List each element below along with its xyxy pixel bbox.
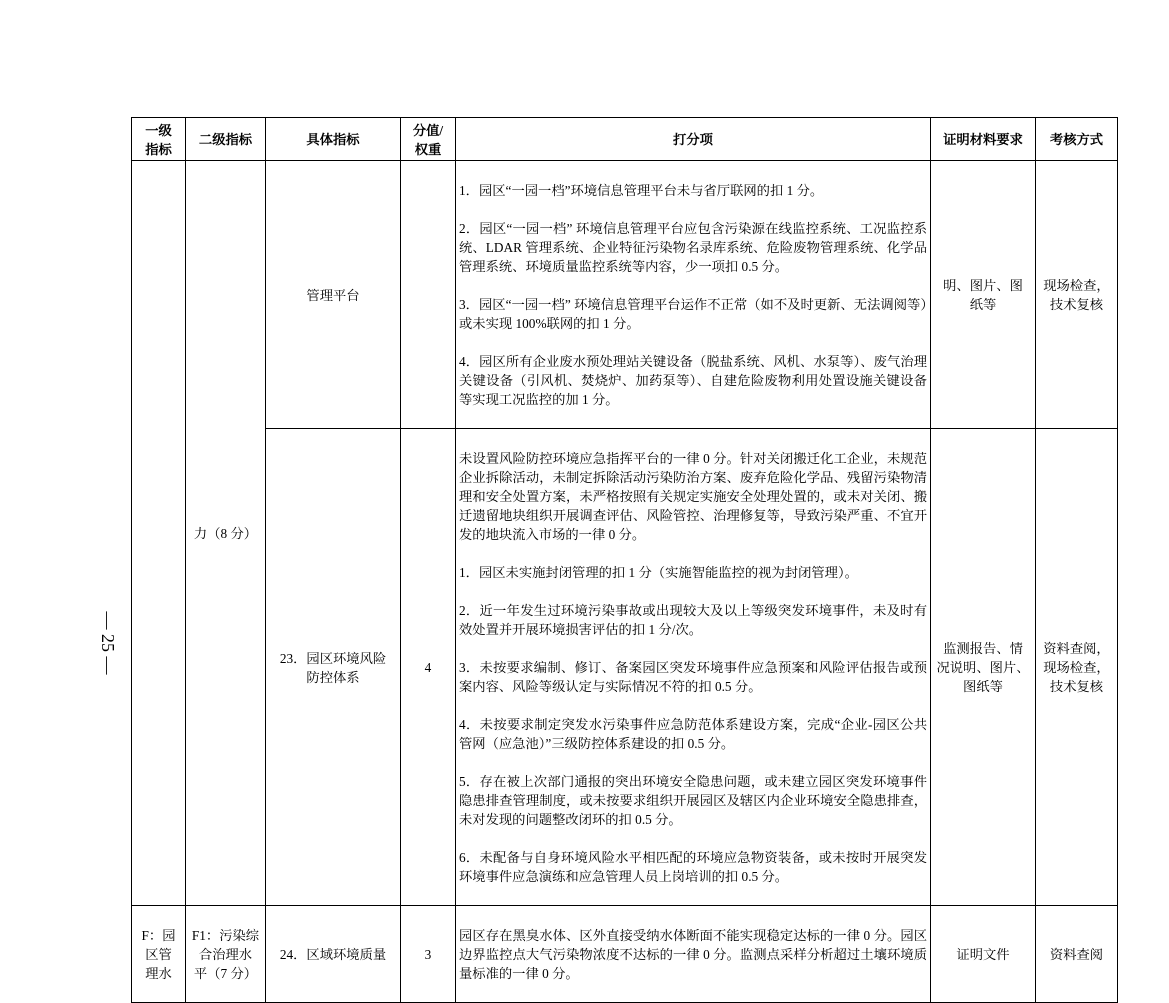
- header-evidence-requirements: 证明材料要求: [931, 118, 1036, 161]
- scoring-item: 3．未按要求编制、修订、备案园区突发环境事件应急预案和风险评估报告或预案内容、风险等级认定与实际情况不符的扣 0.5 分。: [459, 660, 927, 694]
- scoring-items-cell: [456, 429, 931, 906]
- specific-indicator-cell: 管理平台: [266, 161, 401, 429]
- score-cell: 3: [401, 906, 456, 1003]
- page-number: — 25 —: [98, 611, 118, 675]
- table-body: [132, 161, 1118, 1003]
- scoring-item: 5．存在被上次部门通报的突出环境安全隐患问题，或未建立园区突发环境事件隐患排查管理制度，或未按要求组织开展园区及辖区内企业环境安全隐患排查，未对发现的问题整改闭环的扣 0.5 分。: [459, 774, 927, 827]
- table-row: [132, 161, 1118, 429]
- scoring-item: 1．园区未实施封闭管理的扣 1 分（实施智能监控的视为封闭管理）。: [459, 565, 858, 580]
- scoring-item: 4．园区所有企业废水预处理站关键设备（脱盐系统、风机、水泵等）、废气治理关键设备（引风机、焚烧炉、加药泵等）、自建危险废物利用处置设施关键设备等实现工况监控的加 1 分。: [459, 354, 927, 407]
- assessment-method-cell: 资料查阅: [1036, 906, 1118, 1003]
- specific-indicator-cell: 23．园区环境风险 防控体系: [266, 429, 401, 906]
- assessment-method-cell: 资料查阅， 现场检查， 技术复核: [1036, 429, 1118, 906]
- evidence-cell: 证明文件: [931, 906, 1036, 1003]
- scoring-item: 2．近一年发生过环境污染事故或出现较大及以上等级突发环境事件，未及时有效处置并开展环境损害评估的扣 1 分/次。: [459, 603, 927, 637]
- header-score-weight: 分值/ 权重: [401, 118, 456, 161]
- level2-indicator-cell: F1：污染综 合治理水 平（7 分）: [186, 906, 266, 1003]
- specific-indicator-cell: 24．区域环境质量: [266, 906, 401, 1003]
- header-level1-indicator: 一级 指标: [132, 118, 186, 161]
- scoring-item: 1．园区“一园一档”环境信息管理平台未与省厅联网的扣 1 分。: [459, 183, 824, 198]
- scoring-items-cell: [456, 161, 931, 429]
- scoring-item: 未设置风险防控环境应急指挥平台的一律 0 分。针对关闭搬迁化工企业，未规范企业拆除活动，未制定拆除活动污染防治方案、废弃危险化学品、残留污染物清理和安全处置方案，未严格按照有关规定实施安全处理处置的，或未对关闭、搬迁遗留地块组织开展调查评估、风险管控、治理修复等，导致污染严重、不宜开发的地块流入市场的一律 0 分。: [459, 451, 927, 542]
- scoring-item: 园区存在黑臭水体、区外直接受纳水体断面不能实现稳定达标的一律 0 分。园区边界监控点大气污染物浓度不达标的一律 0 分。监测点采样分析超过土壤环境质量标准的一律 0 分。: [459, 928, 927, 981]
- indicator-table: [131, 117, 1118, 1003]
- scoring-item: 2．园区“一园一档” 环境信息管理平台应包含污染源在线监控系统、工况监控系统、LDAR 管理系统、企业特征污染物名录库系统、危险废物管理系统、化学品管理系统、环境质量监控系统等内容，少一项扣 0.5 分。: [459, 221, 927, 274]
- header-level2-indicator: 二级指标: [186, 118, 266, 161]
- level2-indicator-cell: 力（8 分）: [186, 161, 266, 906]
- table-row: [132, 429, 1118, 906]
- level1-indicator-cell: [132, 161, 186, 906]
- table-row: [132, 906, 1118, 1003]
- scoring-item: 3．园区“一园一档” 环境信息管理平台运作不正常（如不及时更新、无法调阅等）或未实现 100%联网的扣 1 分。: [459, 297, 927, 331]
- assessment-method-cell: 现场检查， 技术复核: [1036, 161, 1118, 429]
- table-header: [132, 118, 1118, 161]
- evidence-cell: 监测报告、情 况说明、图片、 图纸等: [931, 429, 1036, 906]
- table-header-row: [132, 118, 1118, 161]
- scoring-item: 4．未按要求制定突发水污染事件应急防范体系建设方案，完成“企业-园区公共管网（应急池）”三级防控体系建设的扣 0.5 分。: [459, 717, 927, 751]
- score-cell: [401, 161, 456, 429]
- score-cell: 4: [401, 429, 456, 906]
- level1-indicator-cell: F：园 区管 理水: [132, 906, 186, 1003]
- scoring-items-cell: [456, 906, 931, 1003]
- header-scoring-items: 打分项: [456, 118, 931, 161]
- scoring-item: 6．未配备与自身环境风险水平相匹配的环境应急物资装备，或未按时开展突发环境事件应急演练和应急管理人员上岗培训的扣 0.5 分。: [459, 850, 927, 884]
- evidence-cell: 明、图片、图 纸等: [931, 161, 1036, 429]
- header-assessment-method: 考核方式: [1036, 118, 1118, 161]
- header-specific-indicator: 具体指标: [266, 118, 401, 161]
